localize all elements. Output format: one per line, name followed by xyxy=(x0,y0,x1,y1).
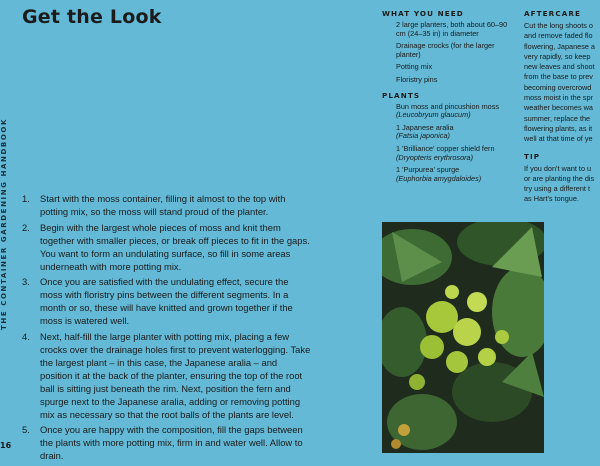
text-line: try using a different t xyxy=(524,184,590,194)
text-line: or are planting the dis xyxy=(524,173,595,183)
aftercare-section xyxy=(524,9,600,205)
plant-item xyxy=(396,166,510,183)
text-line: flowering plants, as it xyxy=(524,123,593,133)
page-number: 16 xyxy=(0,441,12,450)
tip-heading: TIP xyxy=(524,151,541,161)
plants-heading: PLANTS xyxy=(382,90,421,100)
step-item xyxy=(22,222,312,274)
step-number: 2. xyxy=(22,221,30,233)
list-item: Drainage crocks (for the larger planter) xyxy=(396,41,495,59)
text-line: flowering, Japanese a xyxy=(524,41,595,51)
step-text: Begin with the largest whole pieces of moss and knit them together with smaller pieces, or break off pieces to fit in the gaps. You want to form an undulating surface, so fill in some areas underneath with more potting mix. xyxy=(40,221,310,272)
tip-text xyxy=(524,164,600,205)
aftercare-heading: AFTERCARE xyxy=(524,9,582,18)
text-line: and remove faded flo xyxy=(524,31,593,41)
text-line: Cut the long shoots o xyxy=(524,21,593,30)
text-line: new leaves and shoot xyxy=(524,62,595,72)
text-line: moss moist in the spr xyxy=(524,93,593,103)
plant-name: Bun moss and pincushion moss xyxy=(396,101,500,111)
text-line: weather becomes wa xyxy=(524,103,593,113)
step-item xyxy=(22,331,312,421)
step-item xyxy=(22,193,312,219)
instruction-steps xyxy=(22,193,312,466)
text-line: summer, replace the xyxy=(524,113,591,123)
aftercare-text xyxy=(524,21,600,145)
plant-item xyxy=(396,145,510,162)
step-text: Once you are happy with the composition, fill the gaps between the plants with more potting mix, firm in and water well. Allow to drain. xyxy=(40,424,303,462)
list-item: Potting mix xyxy=(396,62,433,72)
step-number: 1. xyxy=(22,193,30,204)
text-line: as Hart's tongue. xyxy=(524,194,579,204)
plant-item xyxy=(396,124,510,141)
step-text: Next, half-fill the large planter with potting mix, placing a few crocks over the drainage holes first to prevent waterlogging. Take the largest plant – in this case, the Japanese aralia – and position it at the back of the planter, ensuring the top of the root ball is sitting just beneath the rim. Next, position the fern and spurge next to the Japanese aralia, adding or removing potting mix as necessary so that the root balls of the plants are level. xyxy=(40,331,311,420)
plant-latin-name: (Euphorbia amygdaloides) xyxy=(396,173,482,183)
what-you-need-section xyxy=(382,9,510,187)
step-text: Once you are satisfied with the undulating effect, secure the moss with floristry pins between the different segments. In a month or so, these will have knitted and grown together if the moss is watered well. xyxy=(40,276,293,327)
text-line: very rapidly, so keep xyxy=(524,51,591,61)
text-line: well at that time of ye xyxy=(524,134,593,144)
step-number: 3. xyxy=(22,276,30,288)
plant-latin-name: (Fatsia japonica) xyxy=(396,131,450,141)
what-you-need-list xyxy=(382,21,510,85)
book-title-spine: THE CONTAINER GARDENING HANDBOOK xyxy=(0,118,8,330)
list-item: Floristry pins xyxy=(396,74,438,84)
plant-name: 1 'Purpurea' spurge xyxy=(396,165,460,175)
plant-latin-name: (Dryopteris erythrosora) xyxy=(396,152,474,162)
plants-list xyxy=(382,103,510,184)
text-line: If you don't want to u xyxy=(524,163,592,173)
list-item: 2 large planters, both about 60–90 cm (24–35 in) in diameter xyxy=(396,20,508,38)
text-line: becoming overcrowd xyxy=(524,82,592,92)
step-number: 4. xyxy=(22,331,30,343)
plant-latin-name: (Leucobryum glaucum) xyxy=(396,110,471,120)
plant-photo-illustration xyxy=(382,222,544,453)
plant-name: 1 Japanese aralia xyxy=(396,122,454,132)
step-number: 5. xyxy=(22,424,30,436)
page-title: Get the Look xyxy=(22,6,162,28)
step-text: Start with the moss container, filling it almost to the top with potting mix, so the moss will stand proud of the planter. xyxy=(40,193,286,217)
plant-photo xyxy=(382,222,544,453)
what-you-need-heading: WHAT YOU NEED xyxy=(382,9,464,18)
text-line: from the base to prev xyxy=(524,72,593,82)
plant-item xyxy=(396,103,510,120)
plant-name: 1 'Brilliance' copper shield fern xyxy=(396,143,495,153)
step-item xyxy=(22,424,312,463)
step-item xyxy=(22,276,312,328)
